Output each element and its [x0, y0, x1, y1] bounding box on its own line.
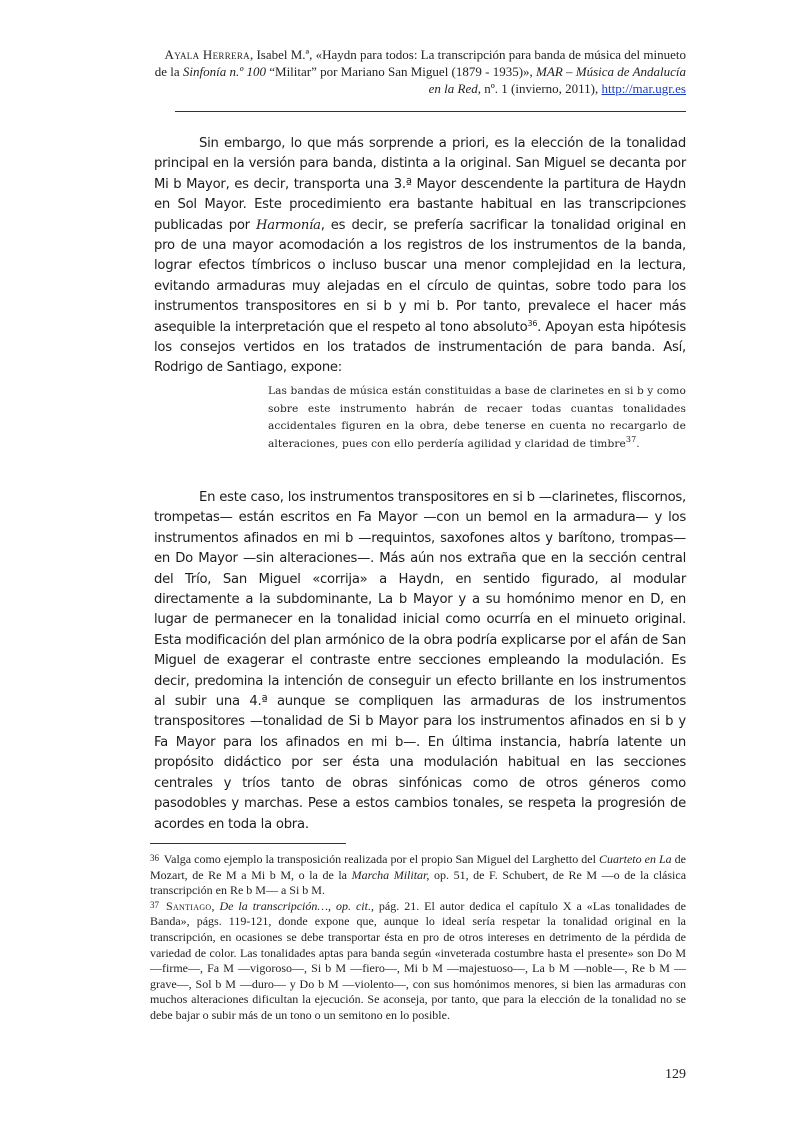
paragraph-1-text-b: , es decir, se prefería sacrificar la tonalidad original en pro de una mayor acomodación a los registros de los instrumentos de la banda, lograr efectos tímbricos o incluso buscar una menor complejidad en la lectura, evitando armaduras muy alejadas en el círculo de quintas, sobre todo para los instrumentos transpositores en si b y mi b. Por tanto, prevalece el hacer más asequible la interpretación que el respeto al tono absoluto: [154, 217, 686, 335]
footnote-37-sep2: ,: [328, 898, 336, 913]
marcha-title: Marcha Militar,: [351, 867, 430, 882]
footnote-36-number: 36: [150, 853, 159, 863]
paragraph-2-text: En este caso, los instrumentos transpositores en si b —clarinetes, fliscornos, trompetas— están escritos en Fa Mayor —con un bemol en la armadura— y los instrumentos afinados en mi b —requintos, saxofones altos y barítono, trompas— en Do Mayor —sin alteraciones—. Más aún nos extraña que en la sección central del Trío, San Miguel «corrija» a Haydn, en sentido figurado, al modular directamente a la subdominante, La b Mayor y a su homónimo menor en D, en lugar de permanecer en la tonalidad inicial como ocurría en el minueto original. Esta modificación del plan armónico de la obra podría explicarse por el afán de San Miguel de exagerar el contraste entre secciones empleando la modulación. Es decir, predomina la intención de conseguir un efecto brillante en los instrumentos al subir una 4.ª aunque se compliquen las armaduras de los instrumentos transpositores —tonalidad de Si b Mayor para los instrumentos afinados en si b y Fa Mayor para los afinados en mi b—. En última instancia, habría latente un propósito didáctico por ser ésta una modulación habitual en las secciones centrales y tríos tanto de obras sinfónicas como de otros géneros como pasodobles y marchas. Pese a estos cambios tonales, se respeta la progresión de acordes en toda la obra.: [154, 490, 686, 832]
transcripcion-title: De la transcripción…: [219, 898, 329, 913]
footnote-37-number: 37: [150, 899, 159, 910]
footnote-ref-36[interactable]: 36: [527, 318, 538, 328]
footnotes: [150, 852, 686, 1024]
block-quote-end: .: [636, 437, 640, 450]
header-title-rest: “Militar” por Mariano San Miguel (1879 - 1935)»,: [265, 64, 537, 79]
paragraph-1-text-c: . Apoyan esta hipótesis los consejos vertidos en los tratados de instrumentación de para banda. Así, Rodrigo de Santiago, expone:: [154, 319, 686, 376]
footnote-36: [150, 852, 686, 899]
harmonia-title: Harmonía: [256, 217, 321, 233]
op-cit: op. cit.: [336, 898, 371, 913]
header-divider: [175, 111, 686, 112]
page-number: 129: [665, 1067, 686, 1082]
paragraph-2: [154, 488, 686, 835]
header-url-link[interactable]: http://mar.ugr.es: [601, 81, 686, 96]
cuarteto-title: Cuarteto en La: [598, 852, 672, 866]
footnote-divider: [150, 843, 346, 844]
header-journal: MAR – Música de Andalucía en la Red: [428, 64, 686, 96]
running-header: [150, 46, 686, 97]
paragraph-1-text-a: Sin embargo, lo que más sorprende a priori, es la elección de la tonalidad principal en la versión para banda, distinta a la original. San Miguel se decanta por Mi b Mayor, es decir, transporta una 3.ª Mayor descendente la partitura de Haydn en Sol Mayor. Este procedimiento era bastante habitual en las transcripciones publicadas por: [154, 136, 686, 233]
footnote-37: [150, 899, 686, 1024]
block-quote: [268, 383, 686, 453]
footnote-37-author: Santiago: [165, 898, 212, 913]
footnote-37-text: , pág. 21. El autor dedica el capítulo X a «Las tonalidades de Banda», págs. 119-121, donde expone que, aunque lo ideal sería respetar la tonalidad original en la transcripción, en ocasiones se debe transportar ésta en pro de otros intereses en detrimento de la pérdida de variedad de color. Las tonalidades aptas para banda según «inveterada costumbre hasta el presente» son Do M —firme—, Fa M —vigoroso—, Si b M —fiero—, Mi b M —majestuoso—, La b M —noble—, Re b M —grave—, Sol b M —duro— y Do b M —violento—, con sus homónimos menores, si bien las armaduras con muchos alteraciones dificultan la ejecución. Se aconseja, por tanto, que para la elección de la tonalidad no se debe bajar o subir más de un tono o un semitono en lo posible.: [150, 898, 687, 1022]
footnote-36-text-a: Valga como ejemplo la transposición realizada por el propio San Miguel del Larghetto del: [163, 852, 599, 866]
paragraph-1: [154, 134, 686, 379]
block-quote-text: Las bandas de música están constituidas a base de clarinetes en si b y como sobre este instrumento habrán de recaer todas cuantas tonalidades accidentales figuren en la obra, debe tenerse en cuenta no recargarlo de alteraciones, pues con ello perdería agilidad y claridad de timbre: [268, 385, 686, 450]
footnote-ref-37[interactable]: 37: [625, 434, 637, 444]
header-author: Ayala Herrera: [164, 47, 250, 62]
header-author-rest: , Isabel M.ª, «Haydn para todos: La transcripción para banda de música del minueto de la: [154, 47, 686, 79]
header-sinfonia: Sinfonía n.º 100: [182, 64, 266, 79]
footnote-37-sep: ,: [211, 898, 220, 913]
header-issue: , nº. 1 (invierno, 2011),: [477, 81, 602, 96]
footnote-36-text-c: op. 51, de F. Schubert, de Re M —o de la clásica transcripción en Re b M— a Si b M.: [150, 867, 687, 898]
footnote-36-text-b: de Mozart, de Re M a Mi b M, o la de la: [150, 852, 686, 882]
